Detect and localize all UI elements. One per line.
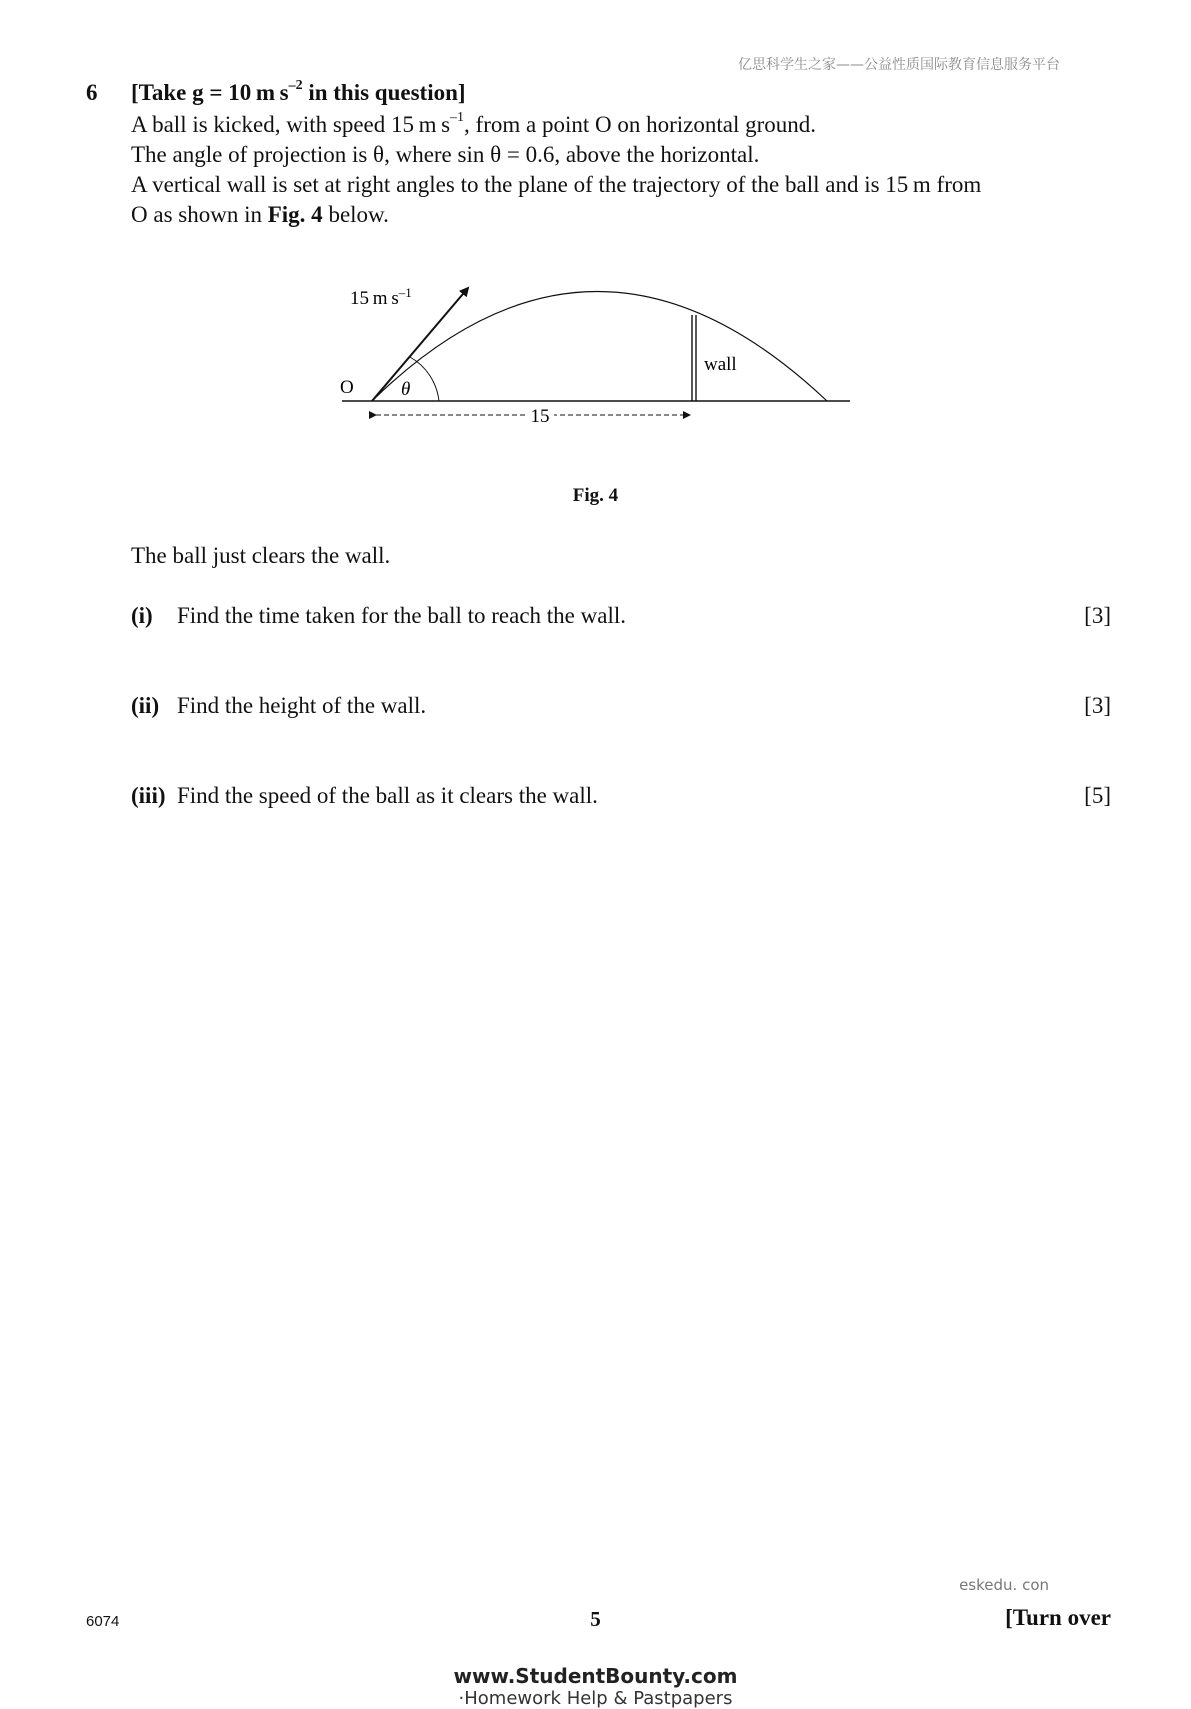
figure-reference: Fig. 4 bbox=[267, 202, 323, 227]
footer-watermark: eskedu. con bbox=[959, 1576, 1049, 1594]
title-exponent: –2 bbox=[288, 78, 303, 94]
question-number: 6 bbox=[86, 80, 98, 105]
statement-text: The ball just clears the wall. bbox=[131, 543, 391, 568]
part-ii bbox=[131, 693, 1111, 719]
line1-text-end: , from a point O on horizontal ground. bbox=[464, 112, 817, 137]
line4-text-end: below. bbox=[322, 202, 389, 227]
line1-text: A ball is kicked, with speed 15 m s bbox=[131, 112, 451, 137]
part-marks: [3] bbox=[1084, 603, 1111, 628]
question-title bbox=[131, 80, 466, 106]
paper-code: 6074 bbox=[86, 1613, 120, 1630]
part-label: (i) bbox=[131, 603, 153, 628]
line4-text: O as shown in bbox=[131, 202, 268, 227]
title-text: [Take g = 10 m s bbox=[131, 80, 289, 105]
part-marks: [3] bbox=[1084, 693, 1111, 718]
part-text: Find the speed of the ball as it clears the wall. bbox=[177, 783, 598, 808]
part-text: Find the time taken for the ball to reach the wall. bbox=[177, 603, 626, 628]
line1-exponent: –1 bbox=[450, 110, 465, 126]
title-text-end: in this question] bbox=[302, 80, 466, 105]
part-text: Find the height of the wall. bbox=[177, 693, 427, 718]
question-line-2: The angle of projection is θ, where sin θ = 0.6, above the horizontal. bbox=[131, 142, 760, 167]
projectile-diagram bbox=[330, 268, 860, 438]
page-number: 5 bbox=[590, 1607, 601, 1631]
part-label: (ii) bbox=[131, 693, 160, 718]
part-i bbox=[131, 603, 1111, 629]
speed-label-exponent: –1 bbox=[398, 285, 412, 300]
studentbounty-link[interactable]: www.StudentBounty.com bbox=[453, 1664, 738, 1688]
origin-label: O bbox=[340, 377, 354, 398]
speed-label-text: 15 m s bbox=[350, 288, 399, 309]
trajectory-curve bbox=[372, 292, 827, 402]
turn-over-label: [Turn over bbox=[1005, 1605, 1111, 1630]
part-iii bbox=[131, 783, 1111, 809]
part-label: (iii) bbox=[131, 783, 166, 808]
speed-label bbox=[350, 285, 412, 309]
question-line-1 bbox=[131, 110, 816, 140]
studentbounty-tagline: ·Homework Help & Pastpapers bbox=[458, 1688, 733, 1709]
angle-label: θ bbox=[401, 379, 411, 400]
header-watermark: 亿思科学生之家——公益性质国际教育信息服务平台 bbox=[738, 57, 1060, 73]
question-line-4 bbox=[131, 200, 389, 230]
part-marks: [5] bbox=[1084, 783, 1111, 808]
figure-caption: Fig. 4 bbox=[572, 485, 619, 506]
question-line-3: A vertical wall is set at right angles to the plane of the trajectory of the ball and is 15 m from bbox=[131, 172, 982, 197]
distance-label: 15 bbox=[530, 406, 550, 427]
wall-label: wall bbox=[704, 354, 737, 375]
